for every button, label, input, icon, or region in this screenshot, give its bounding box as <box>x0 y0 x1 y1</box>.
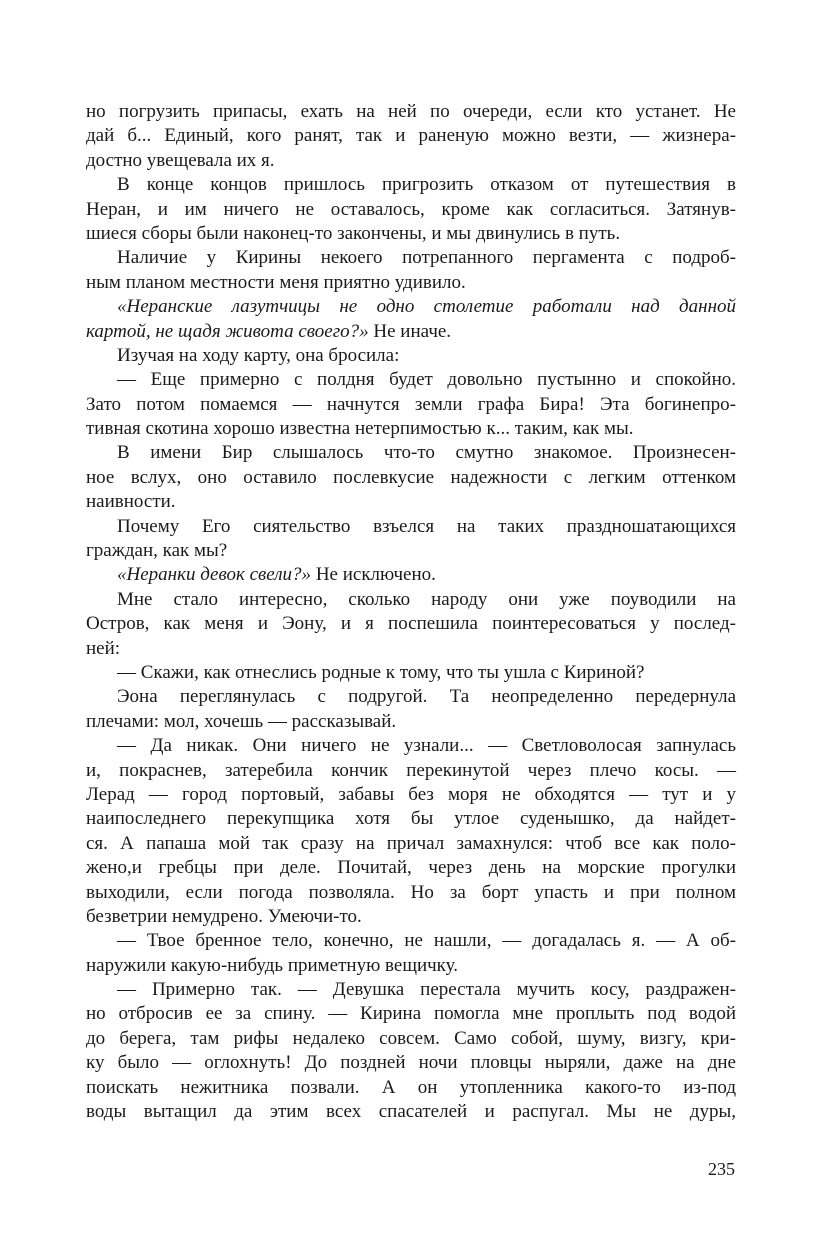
text-segment: — Примерно так. — Девушка перестала мучить косу, раздражен- <box>117 979 736 1001</box>
text-line <box>86 344 736 368</box>
text-segment: дай б... Единый, кого ранят, так и раненую можно везти, — жизнера- <box>86 125 736 147</box>
text-line <box>86 1051 736 1075</box>
text-line <box>86 783 736 807</box>
text-line <box>86 807 736 831</box>
text-segment: до берега, там рифы недалеко совсем. Само собой, шуму, визгу, кри- <box>86 1027 736 1049</box>
text-segment: наружили какую-нибудь приметную вещичку. <box>86 954 458 976</box>
text-segment: — Еще примерно с полдня будет довольно пустынно и спокойно. <box>117 369 736 391</box>
text-line <box>86 368 736 392</box>
text-line <box>86 978 736 1002</box>
text-segment: и, покраснев, затеребила кончик перекинутой через плечо косы. — <box>86 759 736 781</box>
text-line <box>86 539 736 563</box>
text-segment: Остров, как меня и Эону, и я поспешила поинтересоваться у послед- <box>86 613 736 635</box>
text-line <box>86 856 736 880</box>
text-segment: Изучая на ходу карту, она бросила: <box>117 344 400 366</box>
text-line <box>86 320 736 344</box>
text-segment: ку было — оглохнуть! До поздней ночи пловцы ныряли, даже на дне <box>86 1052 736 1074</box>
italic-text-segment: «Неранки девок свели?» <box>117 564 312 586</box>
text-segment: поискать нежитника позвали. А он утопленника какого-то из-под <box>86 1076 736 1098</box>
text-segment: Не исключено. <box>311 564 436 586</box>
text-line <box>86 710 736 734</box>
text-segment: — Да никак. Они ничего не узнали... — Светловолосая запнулась <box>117 735 736 757</box>
text-line <box>86 685 736 709</box>
text-segment: Не иначе. <box>368 320 452 342</box>
text-segment: но погрузить припасы, ехать на ней по очереди, если кто устанет. Не <box>86 101 736 122</box>
text-segment: выходили, если погода позволяла. Но за борт упасть и при полном <box>86 881 736 903</box>
text-line <box>86 222 736 246</box>
text-line <box>86 515 736 539</box>
text-segment: В конце концов пришлось пригрозить отказом от путешествия в <box>117 174 736 196</box>
text-segment: ней: <box>86 637 121 659</box>
text-line <box>86 246 736 270</box>
text-segment: достно увещевала их я. <box>86 149 275 171</box>
text-line <box>86 1002 736 1026</box>
text-line <box>86 393 736 417</box>
text-line <box>86 173 736 197</box>
text-line <box>86 588 736 612</box>
text-segment: но отбросив ее за спину. — Кирина помогла мне проплыть под водой <box>86 1003 736 1025</box>
text-segment: ным планом местности меня приятно удивило. <box>86 271 466 293</box>
text-segment: Неран, и им ничего не оставалось, кроме как согласиться. Затянув- <box>86 198 736 220</box>
text-segment: наипоследнего перекупщика хотя бы утлое суденышко, да найдет- <box>86 808 736 830</box>
page-number: 235 <box>708 1159 735 1179</box>
text-line <box>86 832 736 856</box>
text-line <box>86 637 736 661</box>
text-segment: воды вытащил да этим всех спасателей и распугал. Мы не дуры, <box>86 1101 736 1123</box>
text-line <box>86 1027 736 1051</box>
text-line <box>86 661 736 685</box>
text-segment: В имени Бир слышалось что-то смутно знакомое. Произнесен- <box>117 442 736 464</box>
text-line <box>86 759 736 783</box>
text-line <box>86 271 736 295</box>
text-segment: граждан, как мы? <box>86 540 228 562</box>
text-line <box>86 929 736 953</box>
text-line <box>86 954 736 978</box>
text-line <box>86 124 736 148</box>
italic-text-segment: картой, не щадя живота своего?» <box>86 320 369 342</box>
text-segment: Почему Его сиятельство взъелся на таких праздношатающихся <box>117 515 736 537</box>
text-segment: жено,и гребцы при деле. Почитай, через день на морские прогулки <box>86 857 736 879</box>
text-line <box>86 466 736 490</box>
text-line <box>86 1076 736 1100</box>
italic-text-segment: «Неранские лазутчицы не одно столетие работали над данной <box>117 296 736 318</box>
text-line <box>86 734 736 758</box>
text-segment: — Скажи, как отнеслись родные к тому, что ты ушла с Кириной? <box>117 661 645 683</box>
text-segment: Эона переглянулась с подругой. Та неопределенно передернула <box>117 686 736 708</box>
text-line <box>86 612 736 636</box>
text-line <box>86 1100 736 1124</box>
text-line <box>86 295 736 319</box>
text-segment: безветрии немудрено. Умеючи-то. <box>86 905 362 927</box>
text-line <box>86 441 736 465</box>
text-line <box>86 563 736 587</box>
text-segment: Зато потом помаемся — начнутся земли графа Бира! Эта богинепро- <box>86 393 736 415</box>
text-segment: Мне стало интересно, сколько народу они уже поуводили на <box>117 588 736 610</box>
text-line <box>86 198 736 222</box>
text-segment: плечами: мол, хочешь — рассказывай. <box>86 710 397 732</box>
text-segment: Лерад — город портовый, забавы без моря не обходятся — тут и у <box>86 783 736 805</box>
text-segment: — Твое бренное тело, конечно, не нашли, — догадалась я. — А об- <box>117 930 736 952</box>
text-line <box>86 881 736 905</box>
text-line <box>86 417 736 441</box>
text-segment: ся. А папаша мой так сразу на причал замахнулся: чтоб все как поло- <box>86 832 736 854</box>
text-segment: наивности. <box>86 491 176 513</box>
text-line <box>86 490 736 514</box>
page-body-text <box>86 100 736 1124</box>
text-segment: Наличие у Кирины некоего потрепанного пергамента с подроб- <box>117 247 736 269</box>
text-line <box>86 905 736 929</box>
text-line <box>86 100 736 124</box>
text-segment: ное вслух, оно оставило послевкусие надежности с легким оттенком <box>86 466 736 488</box>
text-segment: тивная скотина хорошо известна нетерпимостью к... таким, как мы. <box>86 418 634 440</box>
text-segment: шиеся сборы были наконец-то закончены, и мы двинулись в путь. <box>86 222 621 244</box>
text-line <box>86 149 736 173</box>
